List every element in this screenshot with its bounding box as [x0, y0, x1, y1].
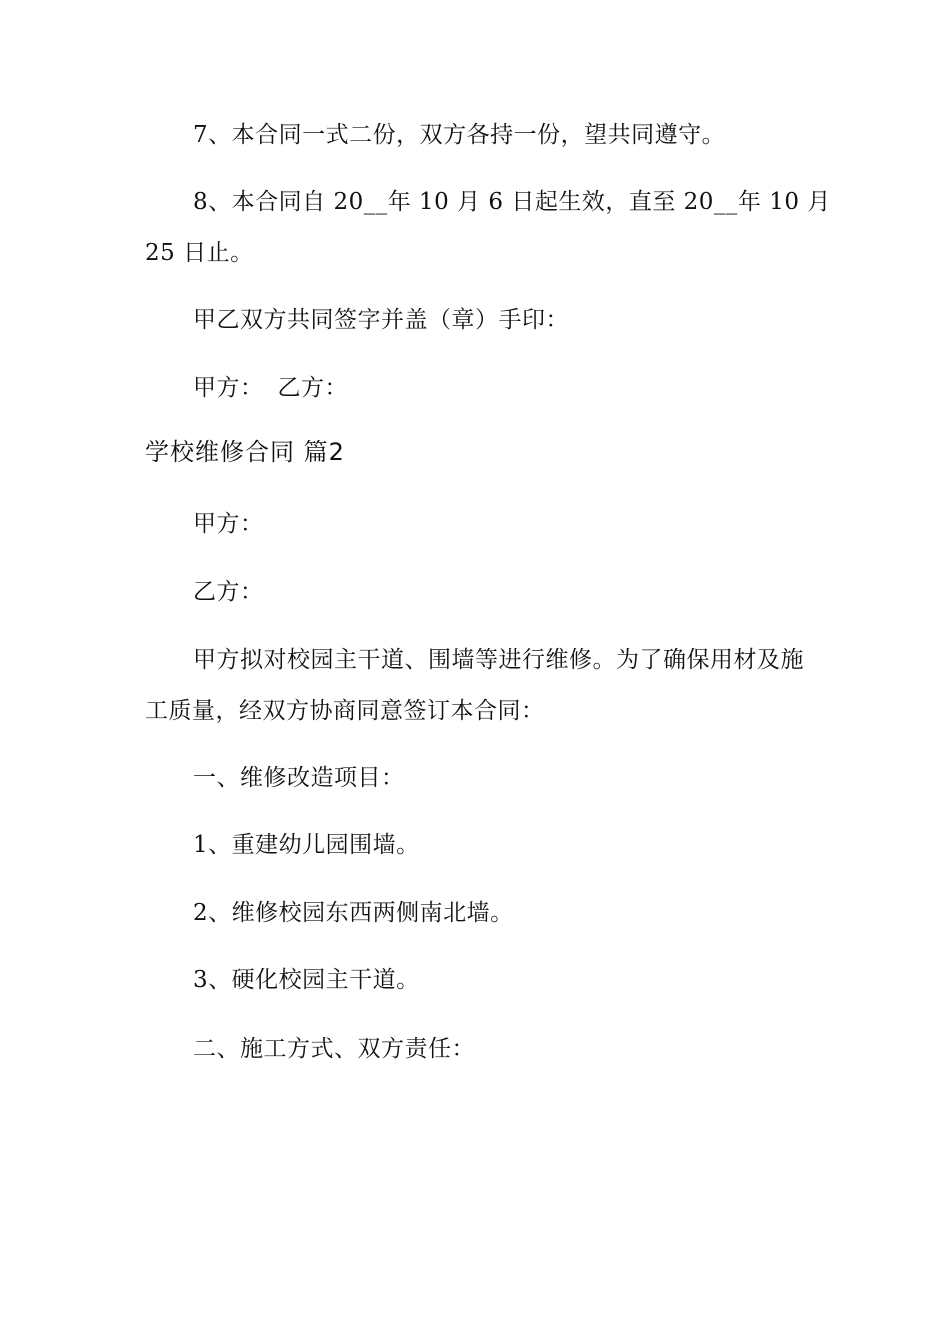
repair-item-3: 3、硬化校园主干道。 [193, 967, 420, 993]
party-b-label: 乙方： [193, 579, 264, 605]
clause-8-line-2: 25 日止。 [145, 240, 254, 266]
repair-item-2: 2、维修校园东西两侧南北墙。 [193, 900, 514, 926]
party-b-signature-label: 乙方： [277, 375, 348, 401]
heading-repair-items: 一、维修改造项目： [193, 765, 405, 791]
intro-paragraph-line-2: 工质量，经双方协商同意签订本合同： [145, 698, 545, 724]
party-a-label: 甲方： [193, 511, 264, 537]
repair-item-1: 1、重建幼儿园围墙。 [193, 832, 420, 858]
clause-7: 7、本合同一式二份，双方各持一份，望共同遵守。 [193, 122, 726, 148]
section-title: 学校维修合同 篇2 [145, 438, 345, 466]
clause-8-line-1: 8、本合同自 20__年 10 月 6 日起生效，直至 20__年 10 月 [193, 189, 831, 215]
intro-paragraph-line-1: 甲方拟对校园主干道、围墙等进行维修。为了确保用材及施 [193, 647, 804, 673]
heading-construction-responsibilities: 二、施工方式、双方责任： [193, 1036, 475, 1062]
party-a-signature-label: 甲方： [193, 375, 264, 401]
signature-intro: 甲乙双方共同签字并盖（章）手印： [193, 307, 569, 333]
signature-parties [193, 373, 348, 403]
